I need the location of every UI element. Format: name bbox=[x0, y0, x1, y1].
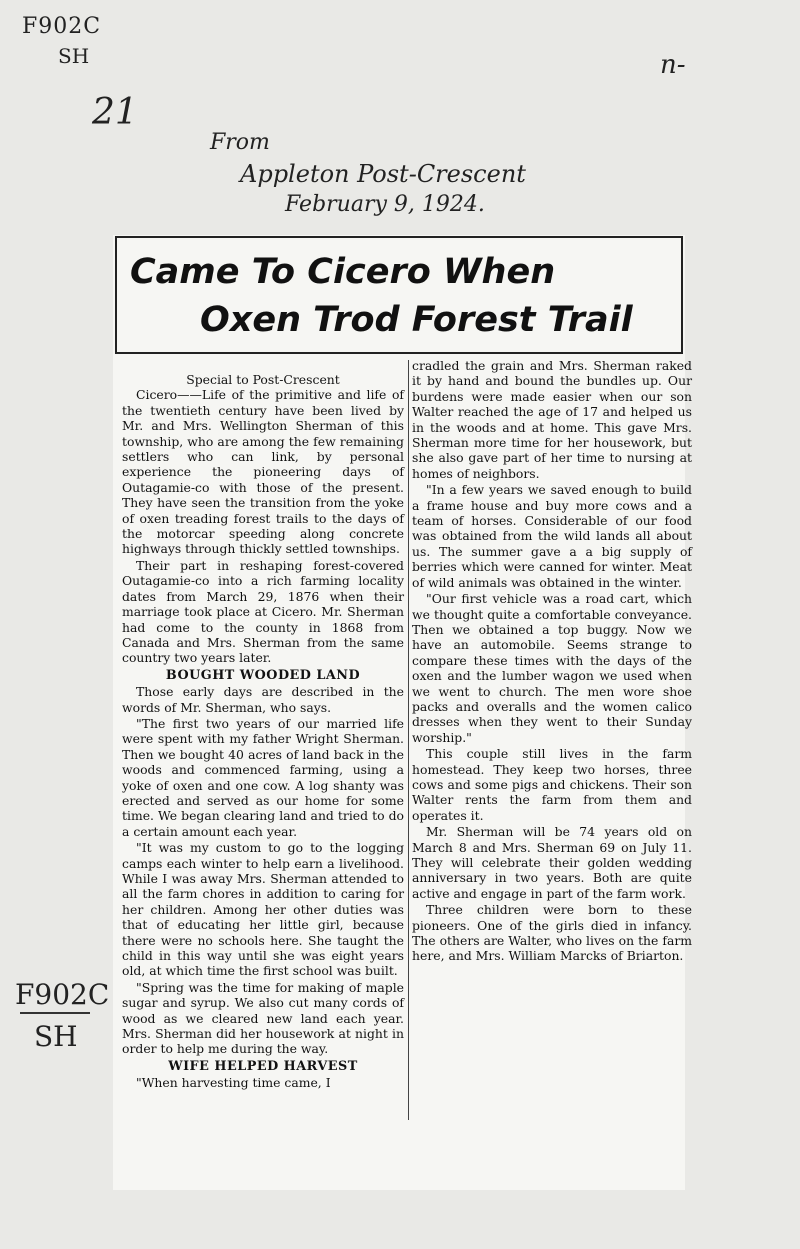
catalog-suffix-top: SH bbox=[58, 44, 90, 68]
paragraph: Mr. Sherman will be 74 years old on March 8 and Mrs. Sherman 69 on July 11. They will celebrate their golden wedding anniversary in two years. Both are quite active and engage in part of the farm work. bbox=[412, 824, 692, 901]
headline-line-1: Came To Cicero When bbox=[130, 252, 556, 292]
subheading-wife-helped-harvest: WIFE HELPED HARVEST bbox=[168, 1058, 358, 1074]
catalog-number-side: F902C bbox=[15, 978, 110, 1011]
handwritten-from-label: From bbox=[210, 130, 270, 155]
article-left-column bbox=[122, 372, 404, 1092]
paragraph: "It was my custom to go to the logging camps each winter to help earn a livelihood. While I was away Mrs. Sherman attended to all the farm chores in addition to caring for her children. Among her other duties was that of educating her little girl, because there were no schools here. She taught the child in this way until she was eight years old, at which time the first school was built. bbox=[122, 840, 404, 979]
subheading-bought-wooded-land: BOUGHT WOODED LAND bbox=[165, 667, 361, 683]
paragraph: Those early days are described in the words of Mr. Sherman, who says. bbox=[122, 684, 404, 715]
headline-line-2: Oxen Trod Forest Trail bbox=[200, 300, 633, 340]
byline: Special to Post-Crescent bbox=[186, 372, 340, 387]
catalog-number-top: F902C bbox=[22, 14, 102, 39]
paragraph: "Our first vehicle was a road cart, which we thought quite a comfortable conveyance. Then we obtained a top buggy. Now we have an automobile. Seems strange to compare these times with the days of the oxen and the lumber wagon we used when we went to church. The men wore shoe packs and overalls and the women calico dresses when they went to their Sunday worship." bbox=[412, 591, 692, 745]
handwritten-source: Appleton Post-Crescent bbox=[240, 160, 526, 188]
catalog-suffix-side: SH bbox=[34, 1020, 78, 1053]
catalog-divider-line bbox=[20, 1012, 90, 1014]
corner-mark: n- bbox=[660, 50, 686, 80]
paragraph: cradled the grain and Mrs. Sherman raked it by hand and bound the bundles up. Our burdens were made easier when our son Walter reached the age of 17 and helped us in the woods and at home. This gave Mrs. Sherman more time for her housework, but she also gave part of her time to nursing at homes of neighbors. bbox=[412, 358, 692, 481]
paragraph: Cicero——Life of the primitive and life of the twentieth century have been lived by Mr. and Mrs. Wellington Sherman of this township, who are among the few remaining settlers who can link, by personal experience the pioneering days of Outagamie-co with those of the present. They have seen the transition from the yoke of oxen treading forest trails to the days of the motorcar speeding along concrete highways through thickly settled townships. bbox=[122, 387, 404, 557]
paragraph: "In a few years we saved enough to build a frame house and buy more cows and a team of horses. Considerable of our food was obtained from the wild lands all about us. The summer gave a a big supply of berries which were canned for winter. Meat of wild animals was obtained in the winter. bbox=[412, 482, 692, 590]
paragraph: "Spring was the time for making of maple sugar and syrup. We also cut many cords of wood as we cleared new land each year. Mrs. Sherman did her housework at night in order to help me during the way. bbox=[122, 979, 404, 1057]
handwritten-date: February 9, 1924. bbox=[285, 192, 485, 217]
paragraph: Three children were born to these pioneers. One of the girls died in infancy. The others are Walter, who lives on the farm here, and Mrs. William Marcks of Briarton. bbox=[412, 902, 692, 964]
paragraph: This couple still lives in the farm homestead. They keep two horses, three cows and some pigs and chickens. Their son Walter rents the farm from them and operates it. bbox=[412, 746, 692, 823]
paragraph: Their part in reshaping forest-covered Outagamie-co into a rich farming locality dates from March 29, 1876 when their marriage took place at Cicero. Mr. Sherman had come to the county in 1868 from Canada and Mrs. Sherman from the same country two years later. bbox=[122, 557, 404, 666]
article-right-column bbox=[412, 358, 692, 965]
column-divider bbox=[408, 360, 409, 1120]
page-number: 21 bbox=[92, 92, 138, 133]
paragraph: "When harvesting time came, I bbox=[136, 1075, 331, 1091]
paragraph: "The first two years of our married life were spent with my father Wright Sherman. Then we bought 40 acres of land back in the woods and commenced farming, using a yoke of oxen and one cow. A log shanty was erected and served as our home for some time. We began clearing land and tried to do a certain amount each year. bbox=[122, 715, 404, 839]
